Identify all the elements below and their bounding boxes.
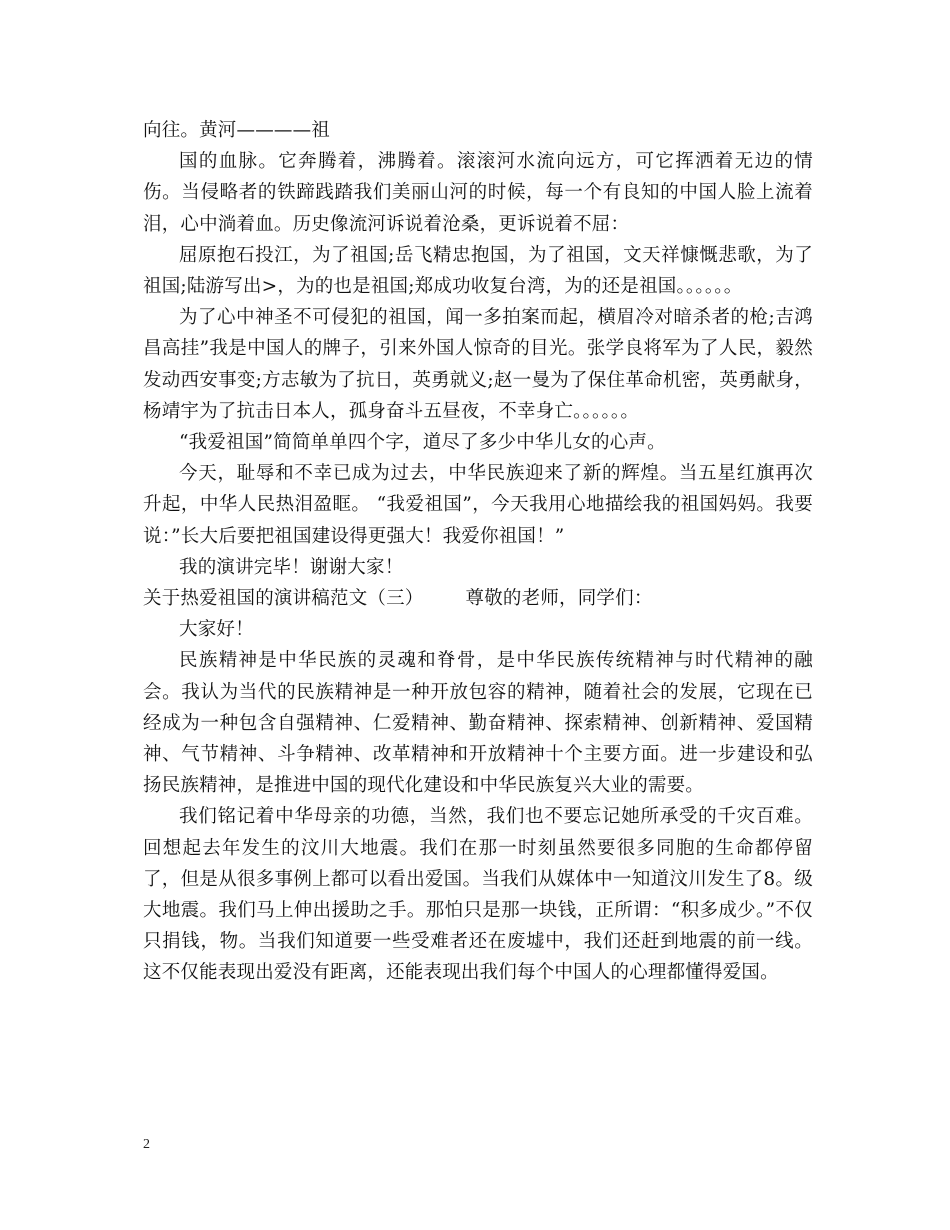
paragraph: “我爱祖国”简简单单四个字，道尽了多少中华儿女的心声。 [179, 432, 666, 454]
paragraph: 国的血脉。它奔腾着，沸腾着。滚滚河水流向远方，可它挥洒着无边的情伤。当侵略者的铁蹄践踏我们美丽山河的时候，每一个有良知的中国人脸上流着泪，心中淌着血。历史像流河诉说着沧桑，更诉说着不屈： [143, 151, 813, 235]
section-title: 关于热爱祖国的演讲稿范文（三） [143, 588, 424, 610]
salutation: 尊敬的老师，同学们： [465, 588, 653, 610]
paragraph: 今天，耻辱和不幸已成为过去，中华民族迎来了新的辉煌。当五星红旗再次升起，中华人民热泪盈眶。 “我爱祖国”，今天我用心地描绘我的祖国妈妈。我要说：”长大后要把祖国建设得更强大！我爱你祖国！” [143, 463, 813, 547]
page-number: 2 [143, 1137, 150, 1152]
body-text [143, 115, 813, 989]
paragraph: 民族精神是中华民族的灵魂和脊骨，是中华民族传统精神与时代精神的融会。我认为当代的民族精神是一种开放包容的精神，随着社会的发展，它现在已经成为一种包含自强精神、仁爱精神、勤奋精神、探索精神、创新精神、爱国精神、气节精神、斗争精神、改革精神和开放精神十个主要方面。进一步建设和弘扬民族精神，是推进中国的现代化建设和中华民族复兴大业的需要。 [143, 650, 813, 797]
paragraph: 为了心中神圣不可侵犯的祖国，闻一多拍案而起，横眉冷对暗杀者的枪;吉鸿昌高挂”我是中国人的牌子，引来外国人惊奇的目光。张学良将军为了人民，毅然发动西安事变;方志敏为了抗日，英勇就义;赵一曼为了保住革命机密，英勇献身，杨靖宇为了抗击日本人，孤身奋斗五昼夜，不幸身亡。。。。。。 [143, 307, 813, 422]
paragraph: 向往。黄河————祖 [143, 120, 331, 141]
paragraph: 我们铭记着中华母亲的功德，当然，我们也不要忘记她所承受的千灾百难。回想起去年发生的汶川大地震。我们在那一时刻虽然要很多同胞的生命都停留了，但是从很多事例上都可以看出爱国。当我们从媒体中一知道汶川发生了8。级大地震。我们马上伸出援助之手。那怕只是那一块钱，正所谓：“积多成少。”不仅只捐钱，物。当我们知道要一些受难者还在废墟中，我们还赶到地震的前一线。这不仅能表现出爱没有距离，还能表现出我们每个中国人的心理都懂得爱国。 [143, 806, 813, 984]
paragraph: 我的演讲完毕！谢谢大家！ [179, 556, 404, 578]
paragraph: 大家好！ [179, 619, 254, 641]
paragraph: 屈原抱石投江，为了祖国;岳飞精忠抱国，为了祖国，文天祥慷慨悲歌，为了祖国;陆游写出>，为的也是祖国;郑成功收复台湾，为的还是祖国。。。。。。 [143, 244, 813, 298]
section-heading-line [143, 583, 813, 614]
